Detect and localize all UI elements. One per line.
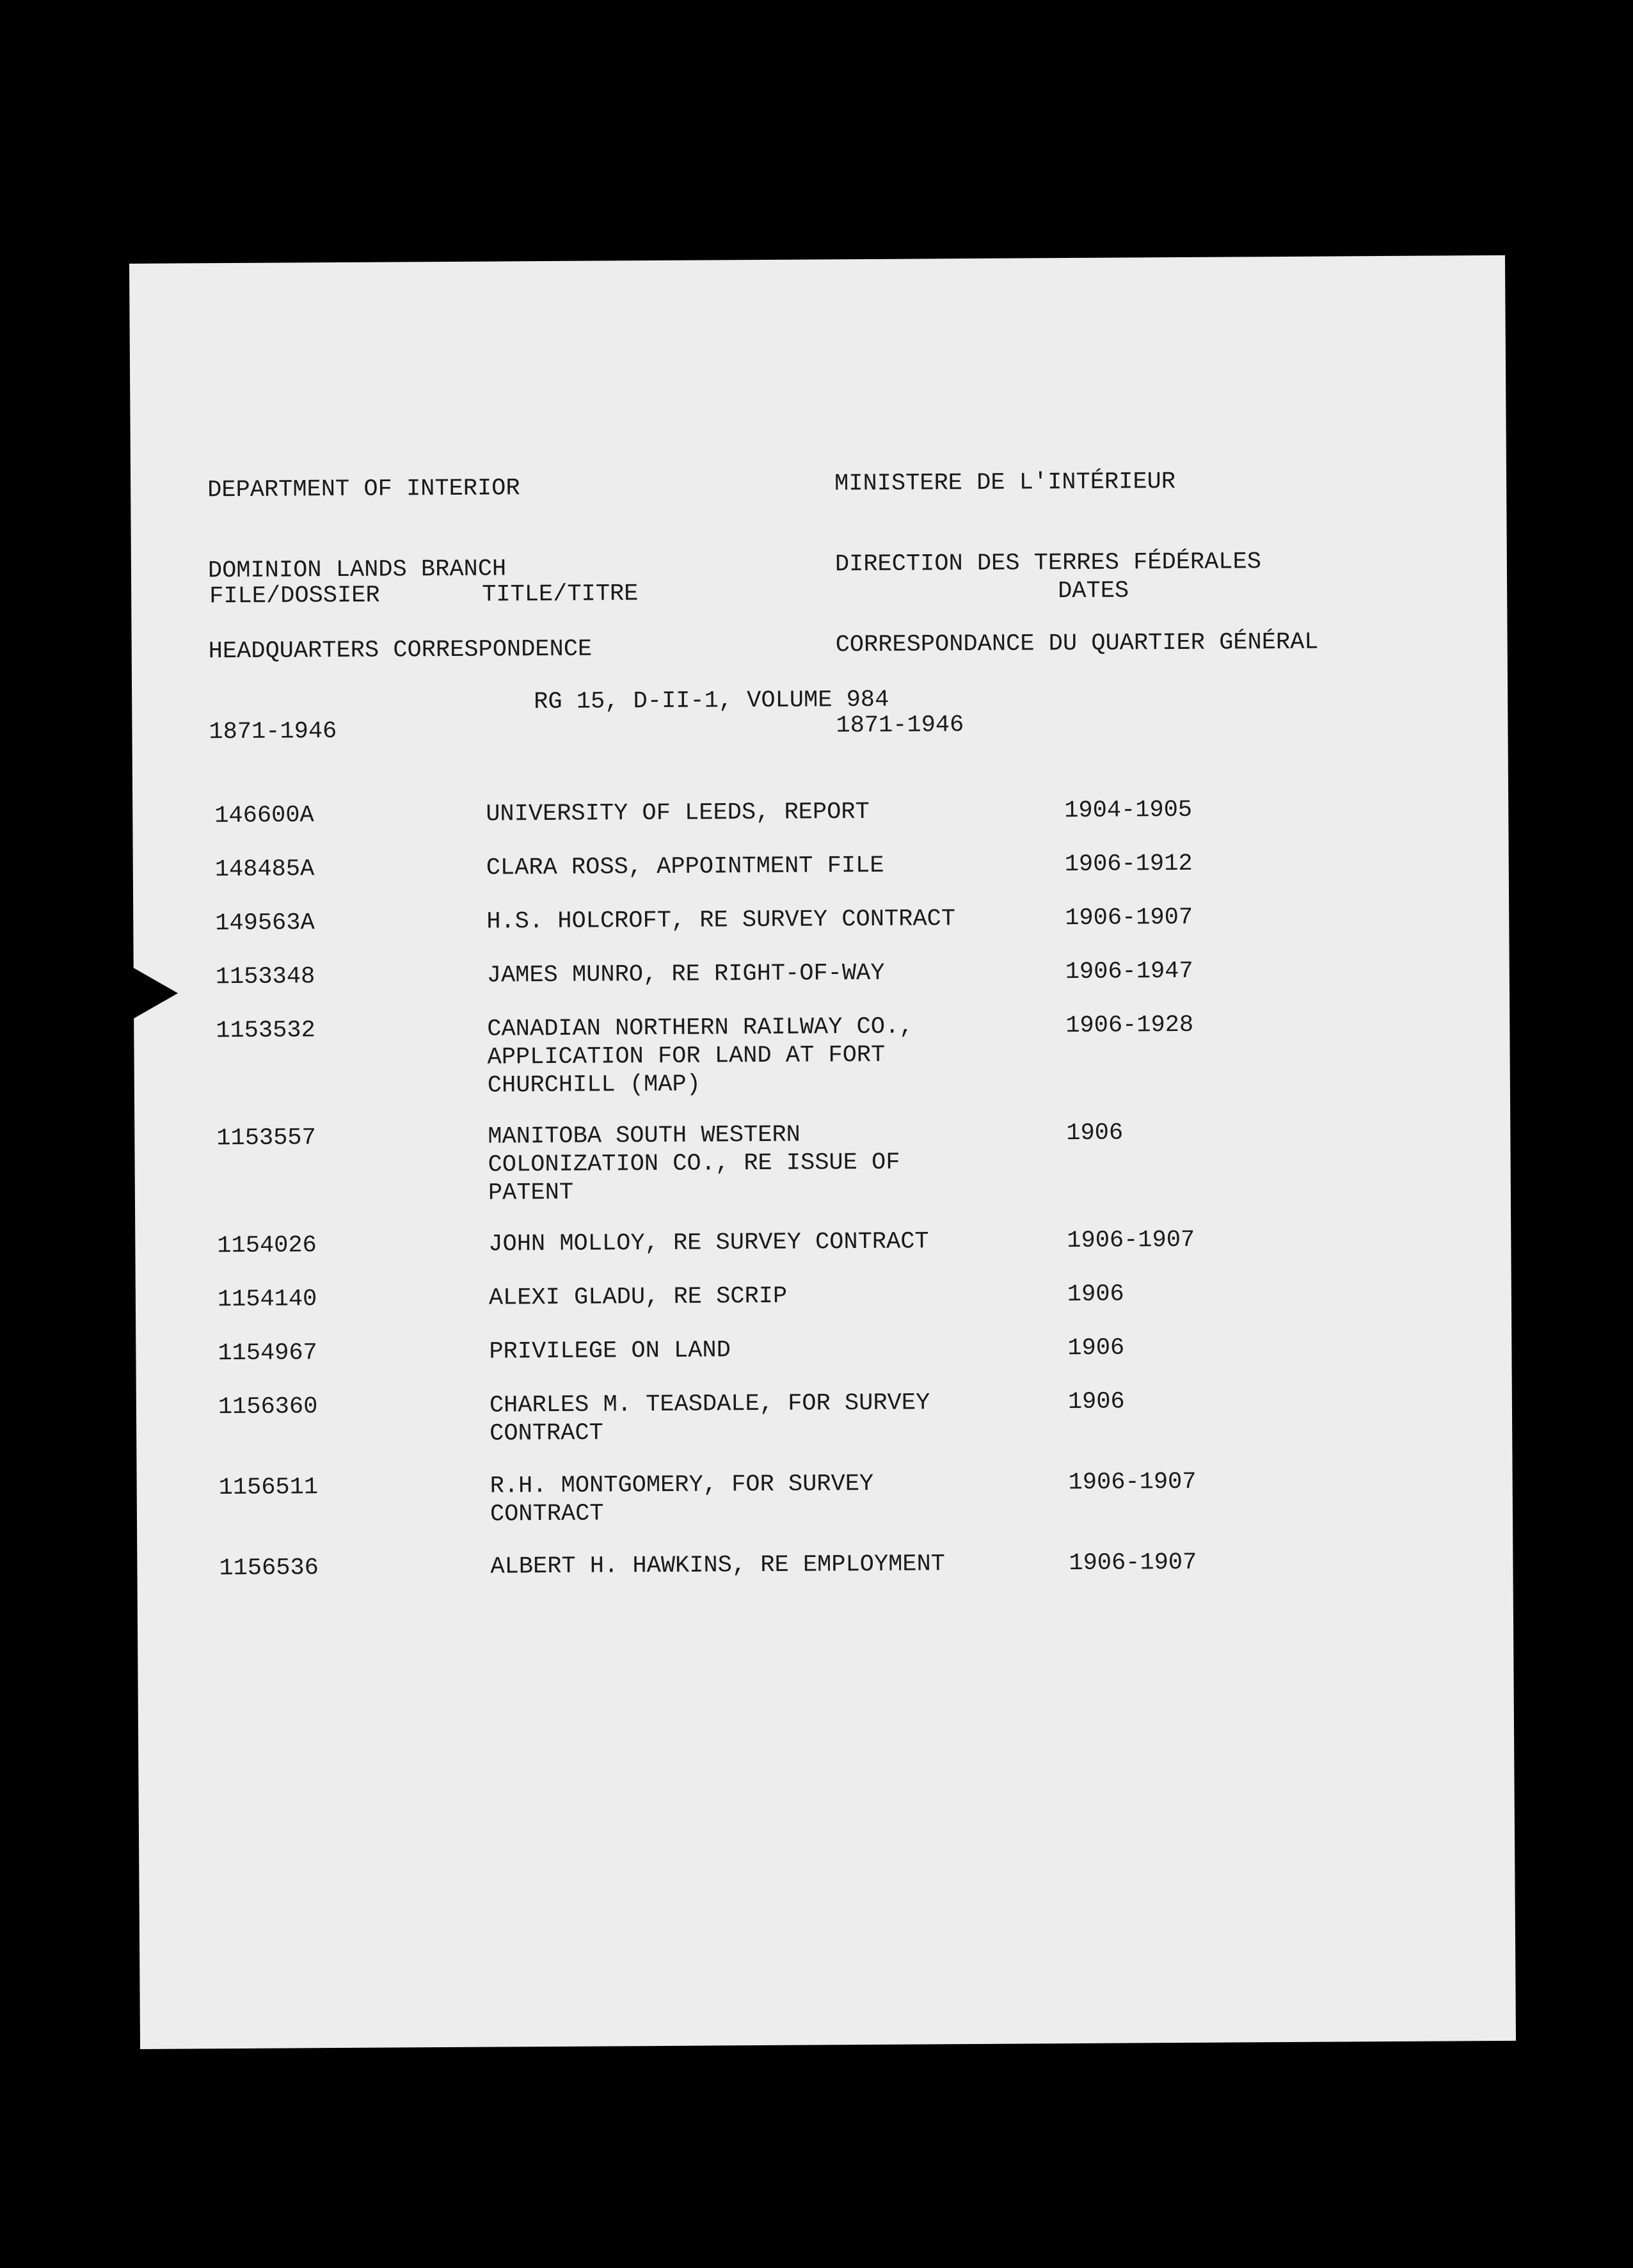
document-page xyxy=(129,255,1516,2049)
table-row xyxy=(133,902,1477,938)
file-dates: 1906-1907 xyxy=(1069,1549,1197,1577)
file-title: UNIVERSITY OF LEEDS, REPORT xyxy=(486,798,870,828)
header-left xyxy=(207,421,593,800)
table-row xyxy=(136,1278,1479,1314)
table-row xyxy=(134,1117,1478,1207)
header-right-line: 1871-1946 xyxy=(836,712,964,740)
file-number: 1153532 xyxy=(216,1017,315,1045)
file-title: H.S. HOLCROFT, RE SURVEY CONTRACT xyxy=(486,906,956,936)
column-header-dates: DATES xyxy=(1058,577,1129,605)
header-left-line: DOMINION LANDS BRANCH xyxy=(207,555,507,585)
file-dates: 1906 xyxy=(1067,1281,1124,1309)
page-edge-notch xyxy=(133,968,178,1019)
file-number: 1153348 xyxy=(215,963,315,991)
table-row xyxy=(136,1332,1479,1368)
table-row xyxy=(134,955,1478,991)
file-number: 1156536 xyxy=(219,1554,319,1583)
file-title: PRIVILEGE ON LAND xyxy=(489,1337,731,1366)
header-left-line: DEPARTMENT OF INTERIOR xyxy=(207,475,520,504)
file-dates: 1906 xyxy=(1067,1334,1125,1362)
file-title: CLARA ROSS, APPOINTMENT FILE xyxy=(486,852,884,882)
file-number: 1153557 xyxy=(216,1124,316,1153)
file-dates: 1906-1928 xyxy=(1065,1011,1194,1040)
file-number: 1154967 xyxy=(218,1339,317,1368)
file-dates: 1906-1912 xyxy=(1064,850,1193,879)
file-title: JAMES MUNRO, RE RIGHT-OF-WAY xyxy=(486,959,885,989)
column-header-file: FILE/DOSSIER xyxy=(209,582,380,611)
file-dates: 1906-1907 xyxy=(1065,904,1193,932)
table-row xyxy=(133,848,1477,884)
file-title: ALEXI GLADU, RE SCRIP xyxy=(488,1282,788,1312)
file-dates: 1906 xyxy=(1067,1388,1125,1416)
file-title: CANADIAN NORTHERN RAILWAY CO., APPLICATION FOR LAND AT FORT CHURCHILL (MAP) xyxy=(487,1013,914,1099)
file-title: CHARLES M. TEASDALE, FOR SURVEY CONTRACT xyxy=(489,1389,930,1448)
table-row xyxy=(137,1466,1481,1528)
header-right-line: DIRECTION DES TERRES FÉDÉRALES xyxy=(834,548,1262,579)
header-right-line: CORRESPONDANCE DU QUARTIER GÉNÉRAL xyxy=(835,628,1319,659)
file-number: 1154026 xyxy=(217,1232,317,1260)
file-dates: 1906-1947 xyxy=(1065,957,1193,986)
header-left-line: 1871-1946 xyxy=(209,718,337,746)
table-row xyxy=(137,1547,1481,1583)
volume-reference: RG 15, D-II-1, VOLUME 984 xyxy=(534,686,889,716)
file-number: 148485A xyxy=(214,856,315,884)
file-dates: 1904-1905 xyxy=(1064,796,1193,825)
table-row xyxy=(136,1386,1480,1448)
file-number: 149563A xyxy=(215,909,315,938)
file-title: R.H. MONTGOMERY, FOR SURVEY CONTRACT xyxy=(490,1470,874,1528)
file-dates: 1906-1907 xyxy=(1068,1468,1197,1497)
file-title: MANITOBA SOUTH WESTERN COLONIZATION CO., RE ISSUE OF PATENT xyxy=(488,1121,900,1207)
file-dates: 1906-1907 xyxy=(1067,1226,1195,1255)
table-row xyxy=(135,1224,1479,1260)
file-number: 1156360 xyxy=(218,1393,318,1421)
file-title: JOHN MOLLOY, RE SURVEY CONTRACT xyxy=(488,1228,929,1258)
file-dates: 1906 xyxy=(1066,1119,1124,1147)
file-number: 1156511 xyxy=(218,1474,319,1502)
file-number: 1154140 xyxy=(217,1286,317,1314)
file-number: 146600A xyxy=(214,802,314,830)
header-right-line: MINISTERE DE L'INTÉRIEUR xyxy=(834,468,1176,498)
table-row xyxy=(134,1009,1478,1099)
header-left-line: HEADQUARTERS CORRESPONDENCE xyxy=(208,635,593,666)
file-title: ALBERT H. HAWKINS, RE EMPLOYMENT xyxy=(490,1551,946,1581)
column-header-title: TITLE/TITRE xyxy=(482,580,639,609)
